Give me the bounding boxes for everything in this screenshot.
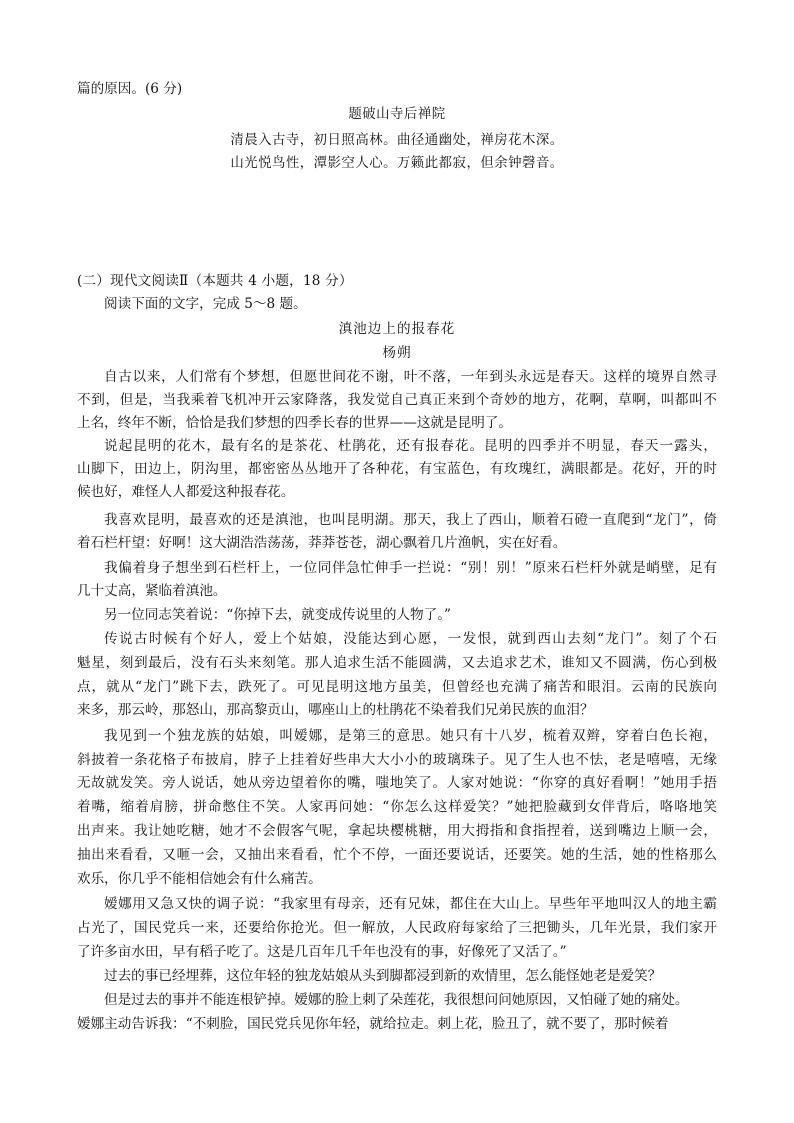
article-line: 来多，那云岭，那怒山，那高黎贡山，哪座山上的杜鹃花不染着我们兄弟民族的血泪？	[77, 702, 594, 718]
poem-line-2: 山光悦鸟性，潭影空人心。万籁此都寂，但余钟磬音。	[230, 156, 564, 171]
poem-title: 题破山寺后禅院	[348, 107, 446, 122]
article-line: 着嘴，缩着肩膀，拼命憋住不笑。人家再问她：“你怎么这样爱笑？”她把脸藏到女伴背后，咯咯地笑	[77, 799, 717, 815]
article-line: 嫒娜主动告诉我：“不刺脸，国民党兵见你年轻，就给拉走。刺上花，脸丑了，就不要了，那时候着	[77, 1016, 669, 1032]
article-line: 魁星，刻到最后，没有石头来刻笔。那人追求生活不能圆满，又去追求艺术，谁知又不圆满，伤心到极	[77, 655, 717, 671]
article-line: 传说古时候有个好人，爱上个姑娘，没能达到心愿，一发恨，就到西山去刻“龙门”。刻了个石	[104, 631, 717, 647]
poem-line-1: 清晨入古寺，初日照高林。曲径通幽处，禅房花木深。	[230, 133, 564, 148]
article-line: 抽出来看看，又咂一会，又抽出来看看，忙个不停，一面还要说话，还要笑。她的生活，她的性格那么	[77, 847, 717, 863]
article-line: 我见到一个独龙族的姑娘，叫嫒娜，是第三的意思。她只有十八岁，梳着双辫，穿着白色长袍，	[104, 728, 717, 744]
article-line: 出声来。我让她吃糖，她才不会假客气呢，拿起块樱桃糖，用大拇指和食指捏着，送到嘴边上顺一会，	[77, 823, 717, 839]
article-line: 另一位同志笑着说：“你掉下去，就变成传说里的人物了。”	[104, 607, 451, 623]
article-line: 候也好，难怪人人都爱这种报春花。	[77, 484, 295, 500]
article-line: 山脚下，田边上，阴沟里，都密密丛丛地开了各种花，有宝蓝色，有玫瑰红，满眼都是。花好，开的时	[77, 461, 717, 477]
article-line: 欢乐，你几乎不能相信她会有什么痛苦。	[77, 871, 322, 887]
article-line: 点，就从“龙门”跳下去，跌死了。可见昆明这地方虽美，但曾经也充满了痛苦和眼泪。云南的民族向	[77, 679, 717, 695]
article-line: 上名，终年不断，恰恰是我们梦想的四季长春的世界——这就是昆明了。	[77, 415, 512, 431]
section-instruction: 阅读下面的文字，完成 5～8 题。	[104, 296, 307, 312]
section-heading: (二）现代文阅读Ⅱ（本题共 4 小题，18 分）	[77, 273, 353, 289]
question-4-tail: 篇的原因。(6 分)	[77, 81, 183, 97]
article-line: 了许多亩水田，早有稻子吃了。这是几百年几千年也没有的事，好像死了又活了。”	[77, 944, 567, 960]
article-line: 占光了，国民党兵一来，还要给你抢光。但一解放，人民政府每家给了三把锄头，几年光景，我们家开	[77, 920, 717, 936]
article-line: 但是过去的事并不能连根铲掉。嫒娜的脸上刺了朵莲花，我很想问问她原因，又怕碰了她的痛处。	[104, 992, 689, 1008]
article-line: 过去的事已经埋葬，这位年轻的独龙姑娘从头到脚都浸到新的欢情里，怎么能怪她老是爱笑？	[104, 968, 662, 984]
article-line: 几十丈高，紧临着滇池。	[77, 583, 227, 599]
article-line: 我喜欢昆明，最喜欢的还是滇池，也叫昆明湖。那天，我上了西山，顺着石磴一直爬到“龙门”，倚	[104, 512, 717, 528]
article-line: 着石栏杆望：好啊！这大湖浩浩荡荡，莽莽苍苍，湖心飘着几片渔帆，实在好看。	[77, 535, 567, 551]
article-author: 杨朔	[382, 345, 412, 361]
article-title: 滇池边上的报春花	[338, 321, 456, 337]
article-line: 说起昆明的花木，最有名的是茶花、杜鹃花，还有报春花。昆明的四季并不明显，春天一露头，	[104, 438, 717, 454]
article-line: 不到，但是，当我乘着飞机冲开云家降落，我发觉自己真正来到个奇妙的地方，花啊，草啊，叫都叫不	[77, 392, 717, 408]
article-line: 自古以来，人们常有个梦想，但愿世间花不谢，叶不落，一年到头永远是春天。这样的境界自然寻	[104, 369, 717, 385]
article-line: 我偏着身子想坐到石栏杆上，一位同伴急忙伸手一拦说：“别！别！”原来石栏杆外就是峭壁，足有	[104, 560, 717, 576]
article-line: 嫒娜用又急又快的调子说：“我家里有母亲，还有兄妹，都住在大山上。早些年平地叫汉人的地主霸	[104, 896, 717, 912]
article-line: 无故就发笑。旁人说话，她从旁边望着你的嘴，嗤地笑了。人家对她说：“你穿的真好看啊！”她用手捂	[77, 775, 717, 791]
article-line: 斜披着一条花格子布披肩，脖子上挂着好些串大大小小的玻璃珠子。见了生人也不怯，老是嘻嘻，无缘	[77, 752, 717, 768]
